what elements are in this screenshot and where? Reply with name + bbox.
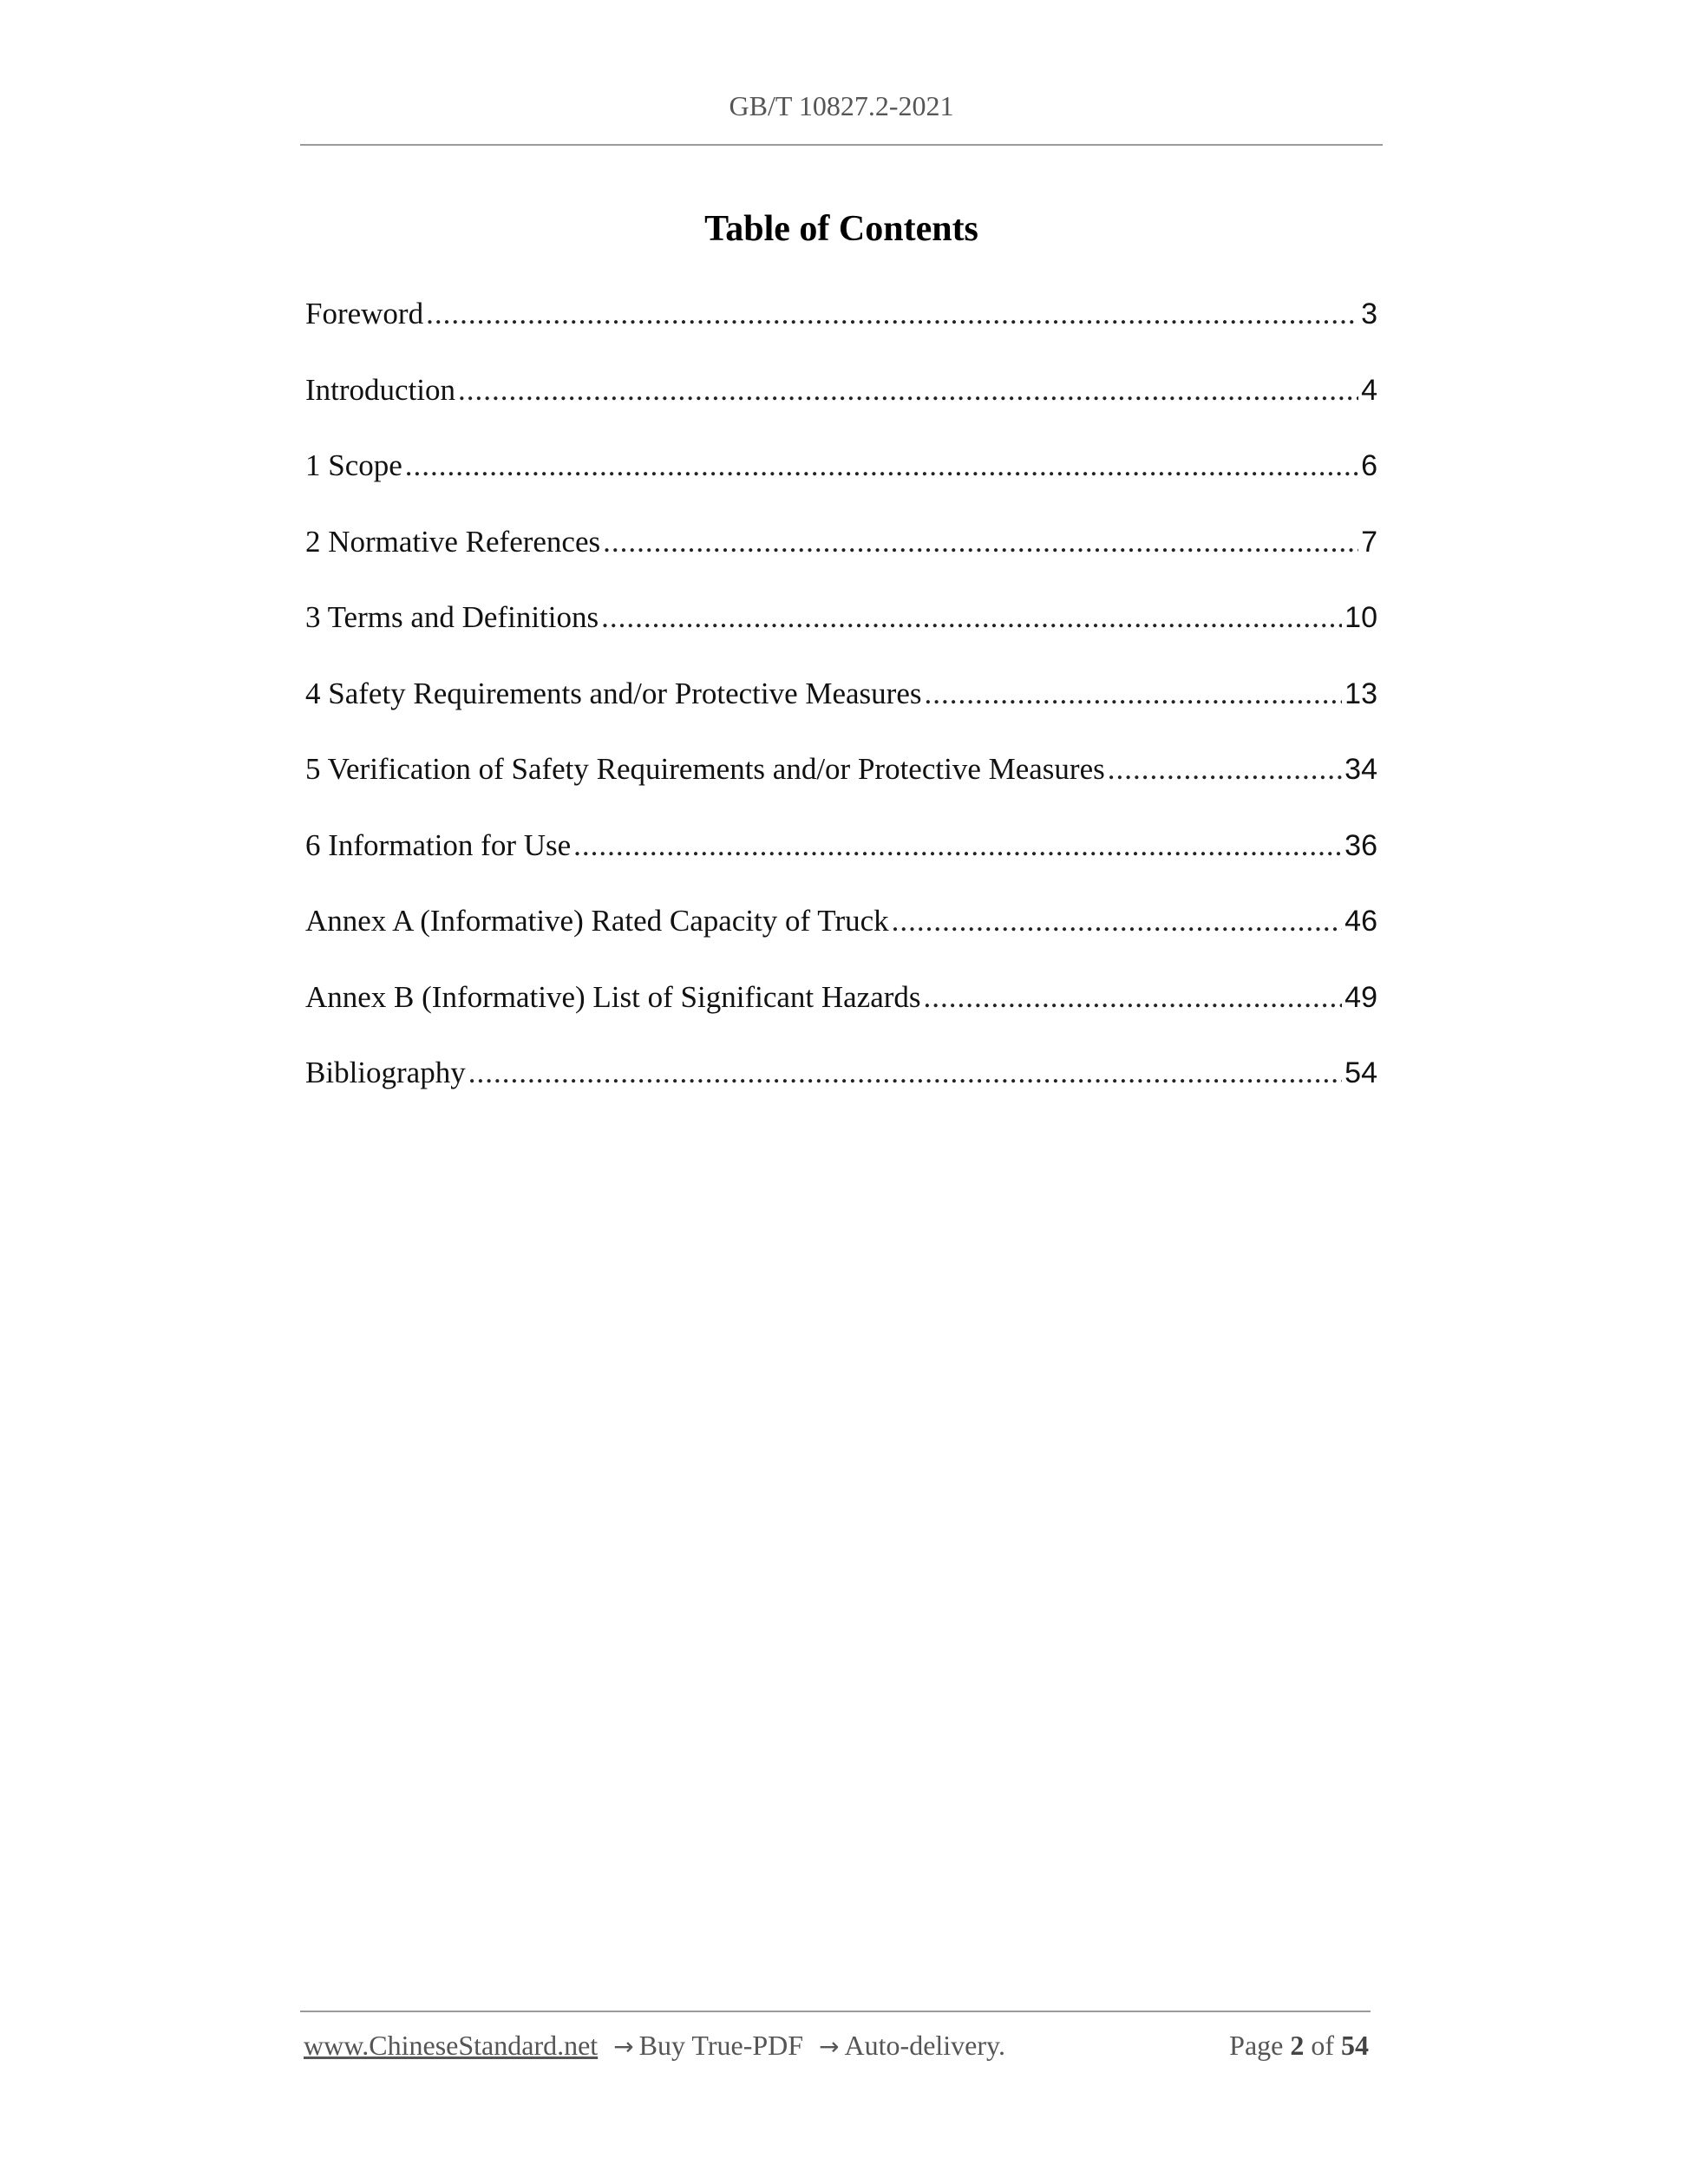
dot-leader xyxy=(603,525,1358,559)
toc-entry-label: Introduction xyxy=(305,372,456,407)
toc-entry-foreword[interactable] xyxy=(305,297,1377,373)
toc-entry-information-for-use[interactable] xyxy=(305,828,1377,905)
toc-entry-terms-definitions[interactable] xyxy=(305,600,1377,677)
toc-entry-page: 13 xyxy=(1345,677,1377,710)
toc-entry-verification[interactable] xyxy=(305,752,1377,828)
toc-entry-annex-a[interactable] xyxy=(305,904,1377,980)
toc-entry-introduction[interactable] xyxy=(305,373,1377,449)
toc-entry-label: Bibliography xyxy=(305,1056,466,1089)
toc-entry-page: 6 xyxy=(1361,449,1377,482)
toc-entry-page: 46 xyxy=(1345,905,1377,938)
toc-entry-page: 4 xyxy=(1361,373,1377,407)
footer-divider xyxy=(300,2011,1371,2012)
dot-leader xyxy=(426,297,1358,331)
dot-leader xyxy=(468,1056,1342,1090)
dot-leader xyxy=(458,373,1358,408)
toc-list xyxy=(305,297,1377,1132)
toc-entry-label: Annex A (Informative) Rated Capacity of Truck xyxy=(305,904,889,938)
page-word: Page xyxy=(1229,2030,1284,2061)
dot-leader xyxy=(925,677,1343,711)
page-footer xyxy=(304,2030,1369,2068)
page-total: 54 xyxy=(1341,2030,1369,2061)
toc-entry-bibliography[interactable] xyxy=(305,1056,1377,1132)
toc-entry-label: Annex B (Informative) List of Significant Hazards xyxy=(305,979,921,1014)
toc-entry-page: 10 xyxy=(1345,601,1377,634)
toc-entry-page: 49 xyxy=(1345,980,1377,1014)
arrow-right-icon: → xyxy=(613,2032,634,2061)
toc-entry-label: 1 Scope xyxy=(305,448,402,482)
toc-entry-label: 3 Terms and Definitions xyxy=(305,600,599,634)
dot-leader xyxy=(1108,752,1342,787)
toc-entry-annex-b[interactable] xyxy=(305,980,1377,1056)
dot-leader xyxy=(573,828,1342,863)
toc-entry-safety-requirements[interactable] xyxy=(305,677,1377,753)
dot-leader xyxy=(892,904,1343,938)
page-header: GB/T 10827.2-2021 xyxy=(729,90,954,121)
toc-entry-normative-references[interactable] xyxy=(305,525,1377,601)
arrow-right-icon: → xyxy=(819,2032,840,2061)
toc-entry-page: 7 xyxy=(1361,525,1377,559)
toc-title: Table of Contents xyxy=(704,209,978,249)
toc-entry-page: 36 xyxy=(1345,828,1377,862)
toc-entry-label: 2 Normative References xyxy=(305,524,601,559)
toc-entry-label: Foreword xyxy=(305,297,424,330)
header-divider xyxy=(300,144,1383,146)
dot-leader xyxy=(405,448,1358,483)
toc-entry-page: 54 xyxy=(1345,1056,1377,1089)
footer-promo xyxy=(304,2030,1005,2062)
toc-entry-page: 34 xyxy=(1345,753,1377,786)
dot-leader xyxy=(924,980,1343,1015)
of-word: of xyxy=(1311,2030,1334,2061)
page-number xyxy=(1229,2030,1369,2062)
toc-entry-page: 3 xyxy=(1361,298,1377,330)
toc-entry-label: 6 Information for Use xyxy=(305,827,572,862)
footer-step-buy: Buy True-PDF xyxy=(638,2030,804,2061)
site-link[interactable]: www.ChineseStandard.net xyxy=(304,2030,599,2061)
dot-leader xyxy=(601,600,1342,635)
page-current: 2 xyxy=(1290,2030,1305,2061)
toc-entry-label: 5 Verification of Safety Requirements and/or Protective Measures xyxy=(305,752,1105,786)
footer-step-delivery: Auto-delivery. xyxy=(844,2030,1005,2061)
toc-entry-scope[interactable] xyxy=(305,448,1377,525)
toc-entry-label: 4 Safety Requirements and/or Protective Measures xyxy=(305,676,922,710)
